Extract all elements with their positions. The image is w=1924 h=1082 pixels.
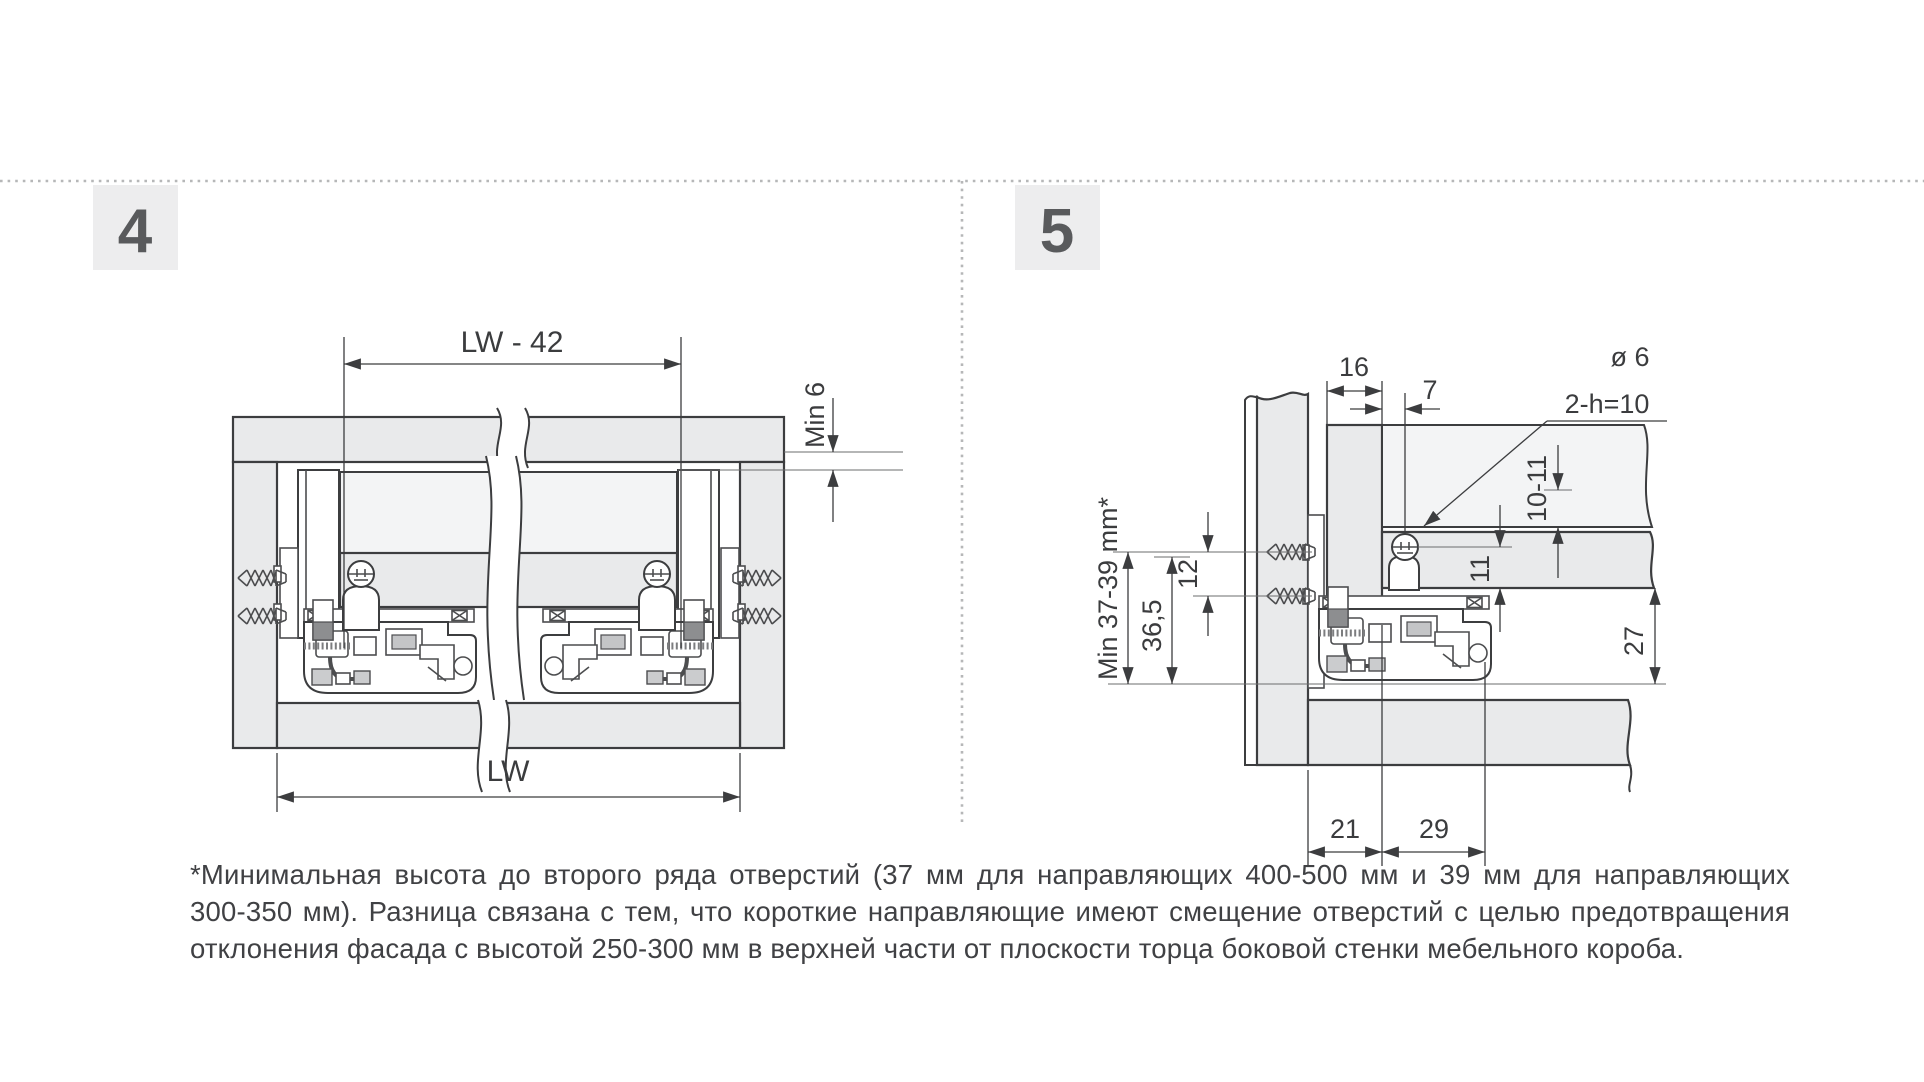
- dimension-16: [1327, 352, 1382, 424]
- dim-label-min6: Min 6: [800, 381, 830, 448]
- break-line-bottom5: [1629, 765, 1631, 792]
- footnote: [190, 856, 1790, 967]
- bracket-hook-left: [343, 561, 379, 630]
- step-4-number: 4: [117, 197, 153, 266]
- dim-label-dia6: ø 6: [1610, 342, 1650, 372]
- dim-label-11: 11: [1465, 554, 1495, 583]
- dim-label-lw42: LW - 42: [460, 326, 564, 359]
- dimension-12: [1173, 512, 1208, 636]
- dim-label-min-37-39: Min 37-39 mm*: [1093, 496, 1123, 680]
- step-5-number: 5: [1039, 197, 1075, 266]
- dim-label-16: 16: [1338, 352, 1370, 382]
- dim-label-12: 12: [1173, 558, 1203, 589]
- drawer-bottom-panel5: [1382, 532, 1654, 588]
- step-4-badge: [93, 185, 178, 270]
- dim-label-10-11: 10-11: [1522, 454, 1552, 522]
- cabinet-bottom-panel5: [1308, 700, 1631, 765]
- facade-board: [1245, 393, 1308, 765]
- step-5-drawing: [1093, 342, 1667, 866]
- dim-label-29: 29: [1418, 814, 1450, 844]
- dim-label-27: 27: [1619, 625, 1649, 656]
- cabinet-side-right: [740, 462, 784, 748]
- dimension-27: [1619, 588, 1655, 684]
- step-4-drawing: [233, 326, 903, 812]
- dimension-lw: [277, 753, 740, 812]
- dimension-min-37-39: [1093, 496, 1128, 684]
- dim-label-lw: LW: [486, 755, 530, 788]
- drawer-side-panel5: [1382, 425, 1652, 527]
- dim-label-21: 21: [1329, 814, 1361, 844]
- dim-label-2h10: 2-h=10: [1564, 389, 1650, 419]
- footnote-line-3: отклонения фасада с высотой 250-300 мм в верхней части от плоскости торца боковой стенки мебельного короба.: [190, 933, 1685, 964]
- cabinet-side-left: [233, 462, 277, 748]
- footnote-line-2: 300-350 мм). Разница связана с тем, что короткие направляющие имеют смещение отверстий с целью предотвращения: [190, 896, 1790, 927]
- dim-label-36-5: 36,5: [1137, 599, 1167, 652]
- dim-label-7: 7: [1422, 375, 1438, 405]
- footnote-line-1: *Минимальная высота до второго ряда отверстий (37 мм для направляющих 400-500 мм и 39 мм для направляющих: [190, 859, 1790, 890]
- bracket-hook-right: [639, 561, 675, 630]
- step-5-badge: [1015, 185, 1100, 270]
